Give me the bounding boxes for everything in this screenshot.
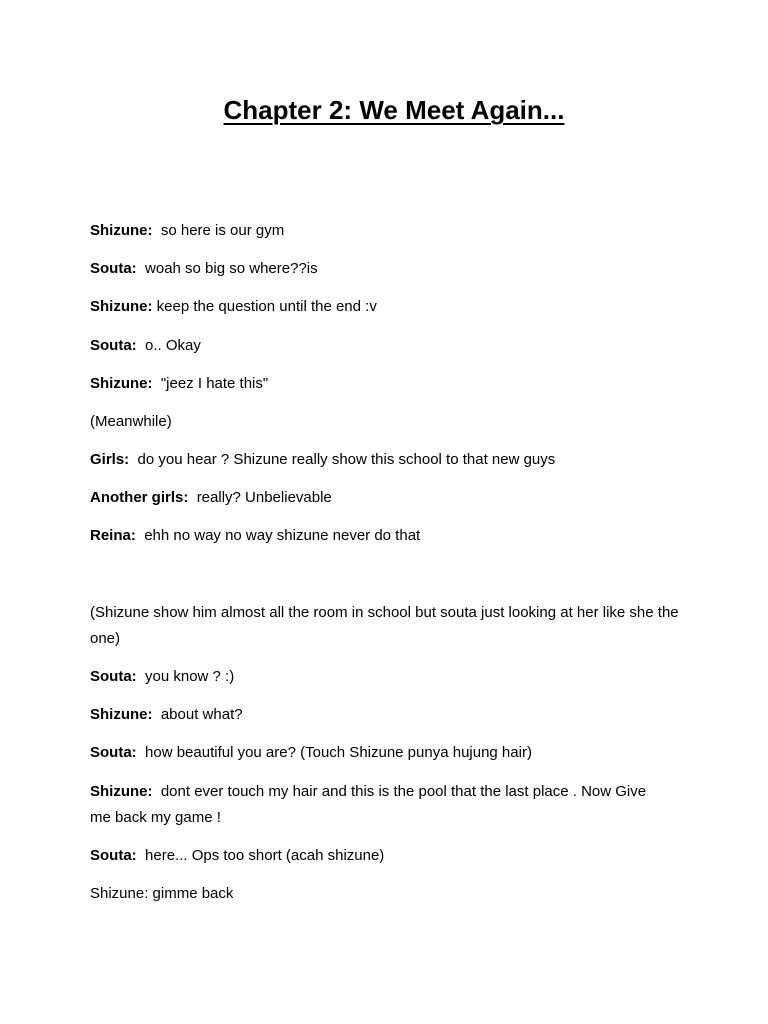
speaker-name: Girls: [90, 451, 130, 468]
dialogue-text: here... Ops too short (acah shizune) [145, 847, 385, 864]
speaker-name: Souta: [90, 744, 137, 761]
narration-line [90, 881, 690, 907]
dialogue-text: Shizune: gimme back [90, 885, 234, 902]
dialogue-text: do you hear ? Shizune really show this school to that new guys [137, 451, 556, 468]
speaker-name: Shizune: [90, 375, 153, 392]
narration-line [90, 409, 690, 435]
dialogue-text: dont ever touch my hair and this is the pool that the last place . Now Give me back my game ! [90, 783, 647, 826]
speaker-name: Shizune: [90, 222, 153, 239]
dialogue-text: about what? [160, 706, 243, 723]
dialogue-text: so here is our gym [160, 222, 285, 239]
speaker-name: Souta: [90, 847, 137, 864]
dialogue-text: how beautiful you are? (Touch Shizune punya hujung hair) [145, 744, 532, 761]
dialogue-line [90, 218, 690, 244]
dialogue-text: keep the question until the end :v [156, 298, 377, 315]
dialogue-line [90, 333, 690, 359]
dialogue-line [90, 702, 690, 728]
dialogue-text: "jeez I hate this" [160, 375, 269, 392]
narration-text: (Shizune show him almost all the room in school but souta just looking at her like she the one) [90, 604, 679, 647]
dialogue-text: o.. Okay [145, 337, 201, 354]
speaker-name: Reina: [90, 527, 136, 544]
chapter-title: Chapter 2: We Meet Again... [223, 95, 565, 125]
dialogue-line [90, 843, 690, 869]
dialogue-text: ehh no way no way shizune never do that [144, 527, 421, 544]
dialogue-line [90, 371, 690, 397]
speaker-name: Souta: [90, 260, 137, 277]
dialogue-line [90, 256, 690, 282]
dialogue-text: woah so big so where??is [145, 260, 318, 277]
speaker-name: Shizune: [90, 298, 153, 315]
narration-line [90, 600, 680, 652]
dialogue-line [90, 740, 690, 766]
speaker-name: Shizune: [90, 706, 153, 723]
dialogue-line [90, 294, 690, 320]
dialogue-line [90, 523, 690, 549]
dialogue-text: you know ? :) [145, 668, 235, 685]
speaker-name: Souta: [90, 337, 137, 354]
speaker-name: Another girls: [90, 489, 189, 506]
dialogue-line [90, 485, 690, 511]
speaker-name: Shizune: [90, 783, 153, 800]
dialogue-line [90, 664, 690, 690]
narration-text: (Meanwhile) [90, 413, 172, 430]
dialogue-line [90, 779, 670, 831]
dialogue-line [90, 447, 690, 473]
speaker-name: Souta: [90, 668, 137, 685]
dialogue-text: really? Unbelievable [196, 489, 332, 506]
